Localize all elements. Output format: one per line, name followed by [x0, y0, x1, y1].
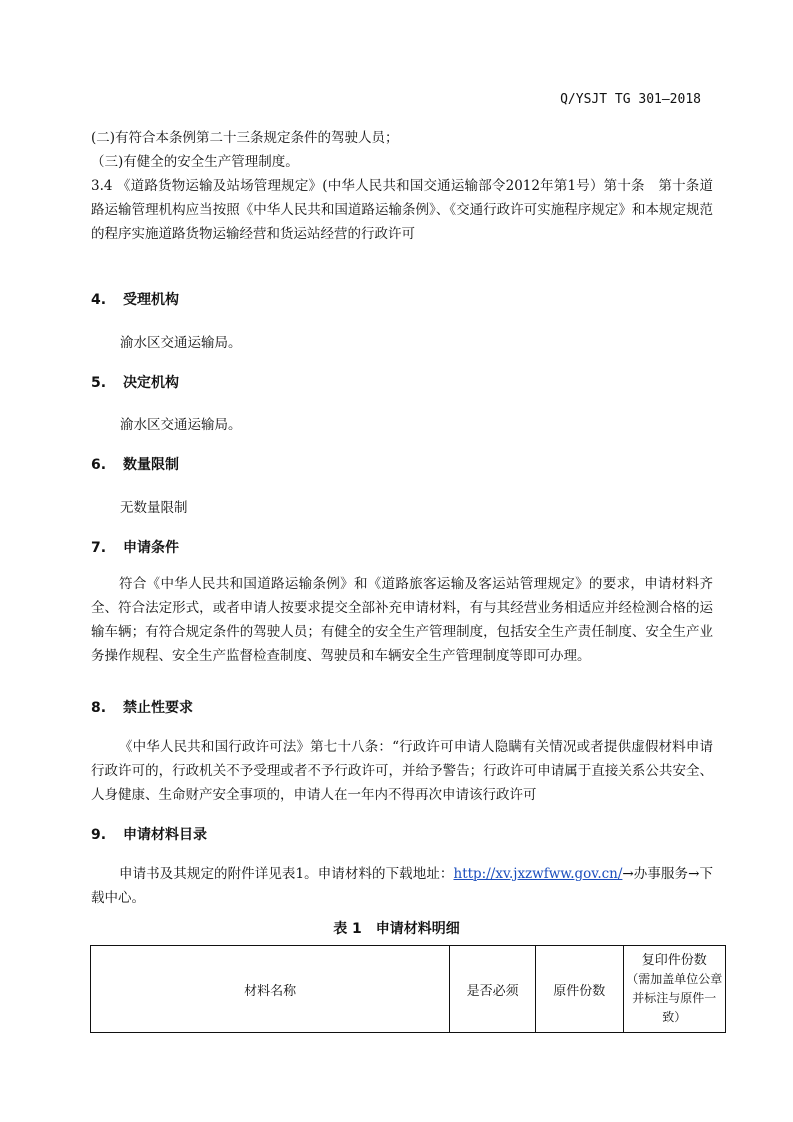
section-title: 禁止性要求	[123, 700, 193, 716]
section-5-content: 渝水区交通运输局。	[120, 417, 242, 433]
section-4-heading	[91, 289, 179, 309]
section-number: 6.	[91, 457, 107, 473]
section-7-content: 符合《中华人民共和国道路运输条例》和《道路旅客运输及客运站管理规定》的要求，申请材料齐全、符合法定形式，或者申请人按要求提交全部补充申请材料，有与其经营业务相适应并经检测合格的运输车辆；有符合规定条件的驾驶人员；有健全的安全生产管理制度，包括安全生产责任制度、安全生产业务操作规程、安全生产监督检查制度、驾驶员和车辆安全生产管理制度等即可办理。	[91, 576, 713, 664]
section-9-text-after: →办事服务→下载中心。	[91, 866, 714, 906]
intro-line-2: (二)有符合本条例第二十三条规定条件的驾驶人员；	[91, 130, 399, 146]
section-9-content	[91, 862, 713, 910]
section-8-heading	[91, 697, 193, 717]
section-6-heading	[91, 454, 179, 474]
intro-line-3: （三)有健全的安全生产管理制度。	[91, 154, 299, 170]
download-link[interactable]: http://xv.jxzwfww.gov.cn/	[453, 866, 623, 882]
section-number: 9.	[91, 827, 107, 843]
copy-count-note: （需加盖单位公章并标注与原件一致）	[626, 972, 723, 1024]
section-number: 8.	[91, 700, 107, 716]
section-3-4-paragraph: 3.4 《道路货物运输及站场管理规定》(中华人民共和国交通运输部令2012年第1号）第十条 第十条道路运输管理机构应当按照《中华人民共和国道路运输条例》、《交通行政许可实施程序规定》和本规定规范的程序实施道路货物运输经营和货运站经营的行政许可	[91, 178, 713, 242]
section-number: 4.	[91, 292, 107, 308]
section-title: 数量限制	[123, 457, 179, 473]
column-header-copy-count	[623, 946, 726, 1033]
materials-table	[90, 945, 726, 1033]
table-caption: 表 1 申请材料明细	[333, 921, 460, 937]
column-header-original-count: 原件份数	[535, 946, 623, 1033]
section-title: 申请材料目录	[123, 827, 207, 843]
column-header-required: 是否必须	[450, 946, 536, 1033]
copy-count-title: 复印件份数	[641, 953, 707, 968]
section-5-heading	[91, 372, 179, 392]
section-9-heading	[91, 824, 207, 844]
section-4-content: 渝水区交通运输局。	[120, 335, 242, 351]
section-6-content: 无数量限制	[120, 500, 188, 516]
section-title: 申请条件	[123, 540, 179, 556]
section-9-text-before: 申请书及其规定的附件详见表1。申请材料的下载地址：	[119, 866, 454, 882]
section-title: 决定机构	[123, 375, 179, 391]
section-number: 5.	[91, 375, 107, 391]
section-8-content: 《中华人民共和国行政许可法》第七十八条：“行政许可申请人隐瞒有关情况或者提供虚假材料申请行政许可的，行政机关不予受理或者不予行政许可，并给予警告；行政许可申请属于直接关系公共安全、人身健康、生命财产安全事项的，申请人在一年内不得再次申请该行政许可	[91, 739, 713, 803]
table-header-row	[91, 946, 726, 1033]
section-7-heading	[91, 537, 179, 557]
section-number: 7.	[91, 540, 107, 556]
section-title: 受理机构	[123, 292, 179, 308]
standard-code: Q/YSJT TG 301—2018	[560, 92, 701, 107]
column-header-name: 材料名称	[91, 946, 450, 1033]
